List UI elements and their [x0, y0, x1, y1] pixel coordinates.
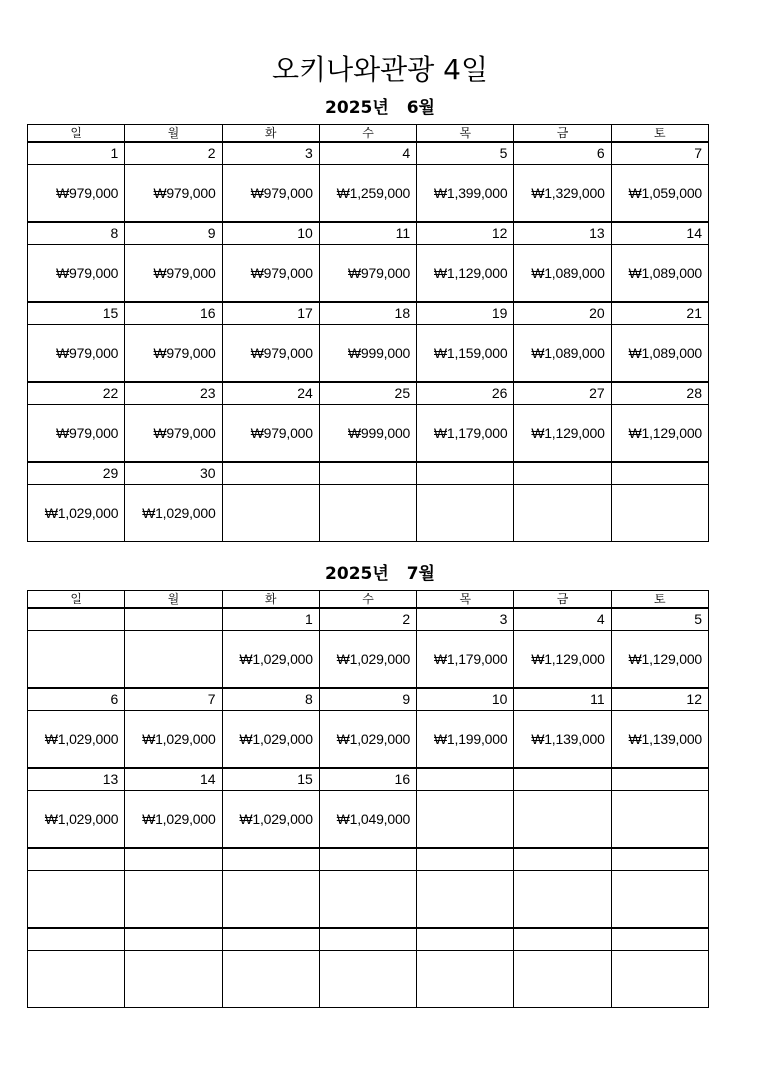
day-number: 6 [514, 142, 611, 165]
day-number: 7 [125, 688, 222, 711]
week-price-row [28, 245, 709, 303]
day-price: ₩1,129,000 [514, 405, 611, 463]
page-title: 오키나와관광 4일 [271, 53, 489, 86]
day-number: 14 [611, 222, 708, 245]
day-price [28, 951, 125, 1008]
week-day-number-row [28, 768, 709, 791]
day-number: 3 [417, 608, 514, 631]
day-price: ₩1,029,000 [125, 485, 222, 542]
day-price: ₩979,000 [28, 165, 125, 223]
day-price [125, 951, 222, 1008]
day-number: 10 [222, 222, 319, 245]
day-number: 16 [125, 302, 222, 325]
weekday-label: 목 [417, 125, 514, 143]
day-number [222, 848, 319, 871]
calendar-july [27, 590, 709, 1008]
day-number [514, 848, 611, 871]
week-price-row [28, 631, 709, 689]
day-number: 2 [319, 608, 416, 631]
day-number: 2 [125, 142, 222, 165]
weekday-label: 금 [514, 125, 611, 143]
day-price: ₩1,089,000 [514, 325, 611, 383]
week-price-row [28, 951, 709, 1008]
day-price: ₩1,199,000 [417, 711, 514, 769]
day-price: ₩1,129,000 [611, 405, 708, 463]
day-number [514, 462, 611, 485]
day-number: 9 [319, 688, 416, 711]
day-price: ₩1,329,000 [514, 165, 611, 223]
weekday-header-row [28, 125, 709, 143]
day-number: 24 [222, 382, 319, 405]
day-price: ₩1,129,000 [611, 631, 708, 689]
day-number: 11 [319, 222, 416, 245]
day-price: ₩979,000 [28, 245, 125, 303]
day-number: 22 [28, 382, 125, 405]
day-number: 26 [417, 382, 514, 405]
day-price [222, 485, 319, 542]
day-price [125, 871, 222, 929]
day-number: 19 [417, 302, 514, 325]
day-price [222, 951, 319, 1008]
weekday-label: 일 [28, 125, 125, 143]
day-number: 9 [125, 222, 222, 245]
day-price: ₩1,179,000 [417, 405, 514, 463]
day-price [417, 791, 514, 849]
day-price: ₩1,029,000 [222, 631, 319, 689]
day-number: 4 [319, 142, 416, 165]
week-price-row [28, 871, 709, 929]
day-price [125, 631, 222, 689]
month-name: 6월 [406, 98, 435, 118]
day-price: ₩979,000 [28, 405, 125, 463]
day-number [28, 928, 125, 951]
day-number [125, 848, 222, 871]
weekday-label: 월 [125, 591, 222, 609]
month-year: 2025년 [325, 564, 389, 584]
day-price [222, 871, 319, 929]
week-day-number-row [28, 608, 709, 631]
day-number: 15 [222, 768, 319, 791]
day-number [611, 848, 708, 871]
month-title-july [0, 562, 760, 586]
day-price: ₩1,029,000 [319, 711, 416, 769]
day-number: 18 [319, 302, 416, 325]
day-price: ₩1,089,000 [611, 325, 708, 383]
weekday-label: 토 [611, 591, 708, 609]
week-day-number-row [28, 928, 709, 951]
day-number [222, 928, 319, 951]
day-price [611, 485, 708, 542]
day-number: 21 [611, 302, 708, 325]
day-number: 8 [222, 688, 319, 711]
week-day-number-row [28, 142, 709, 165]
weekday-label: 화 [222, 125, 319, 143]
day-price: ₩1,029,000 [222, 791, 319, 849]
week-price-row [28, 711, 709, 769]
day-number [514, 928, 611, 951]
day-number [319, 462, 416, 485]
weekday-label: 화 [222, 591, 319, 609]
week-day-number-row [28, 848, 709, 871]
day-price: ₩1,399,000 [417, 165, 514, 223]
weekday-label: 월 [125, 125, 222, 143]
day-number: 30 [125, 462, 222, 485]
week-price-row [28, 165, 709, 223]
week-price-row [28, 405, 709, 463]
weekday-label: 수 [319, 125, 416, 143]
day-price [28, 871, 125, 929]
day-number: 1 [222, 608, 319, 631]
day-price: ₩1,029,000 [28, 791, 125, 849]
day-number: 27 [514, 382, 611, 405]
day-price: ₩979,000 [28, 325, 125, 383]
day-number: 29 [28, 462, 125, 485]
day-number [611, 462, 708, 485]
day-number: 25 [319, 382, 416, 405]
day-number [417, 462, 514, 485]
day-price: ₩1,029,000 [222, 711, 319, 769]
day-price: ₩1,029,000 [319, 631, 416, 689]
day-number: 3 [222, 142, 319, 165]
day-price [611, 791, 708, 849]
day-number [125, 608, 222, 631]
week-day-number-row [28, 222, 709, 245]
day-number: 6 [28, 688, 125, 711]
day-price: ₩1,129,000 [417, 245, 514, 303]
week-price-row [28, 791, 709, 849]
weekday-header-row [28, 591, 709, 609]
day-number: 5 [611, 608, 708, 631]
week-day-number-row [28, 462, 709, 485]
week-price-row [28, 325, 709, 383]
day-price: ₩979,000 [125, 325, 222, 383]
day-price: ₩1,059,000 [611, 165, 708, 223]
day-price: ₩979,000 [222, 245, 319, 303]
day-price: ₩1,029,000 [28, 485, 125, 542]
day-price [514, 791, 611, 849]
day-number: 12 [417, 222, 514, 245]
day-number: 15 [28, 302, 125, 325]
day-number: 13 [28, 768, 125, 791]
month-year: 2025년 [325, 98, 389, 118]
month-name: 7월 [406, 564, 435, 584]
day-number [611, 928, 708, 951]
day-price: ₩979,000 [222, 405, 319, 463]
day-price: ₩979,000 [319, 245, 416, 303]
day-price [611, 951, 708, 1008]
day-price [417, 951, 514, 1008]
day-number: 12 [611, 688, 708, 711]
day-price: ₩999,000 [319, 325, 416, 383]
day-price [417, 485, 514, 542]
day-price: ₩979,000 [125, 405, 222, 463]
day-price [417, 871, 514, 929]
day-number: 8 [28, 222, 125, 245]
day-price: ₩1,129,000 [514, 631, 611, 689]
day-number: 14 [125, 768, 222, 791]
day-price: ₩1,049,000 [319, 791, 416, 849]
day-price [319, 485, 416, 542]
day-price [319, 871, 416, 929]
day-price [611, 871, 708, 929]
weekday-label: 금 [514, 591, 611, 609]
day-price: ₩1,179,000 [417, 631, 514, 689]
weekday-label: 일 [28, 591, 125, 609]
day-number [125, 928, 222, 951]
day-number [28, 608, 125, 631]
day-number: 13 [514, 222, 611, 245]
day-price: ₩1,139,000 [611, 711, 708, 769]
day-price: ₩1,139,000 [514, 711, 611, 769]
day-price: ₩1,259,000 [319, 165, 416, 223]
week-day-number-row [28, 302, 709, 325]
day-price [514, 485, 611, 542]
day-number: 16 [319, 768, 416, 791]
day-number: 4 [514, 608, 611, 631]
weekday-label: 토 [611, 125, 708, 143]
week-day-number-row [28, 688, 709, 711]
week-day-number-row [28, 382, 709, 405]
day-number [28, 848, 125, 871]
day-number [319, 928, 416, 951]
day-number: 5 [417, 142, 514, 165]
day-number [417, 848, 514, 871]
day-number [417, 928, 514, 951]
day-price: ₩1,089,000 [514, 245, 611, 303]
day-price: ₩1,159,000 [417, 325, 514, 383]
day-price: ₩1,089,000 [611, 245, 708, 303]
day-number [417, 768, 514, 791]
day-number: 23 [125, 382, 222, 405]
day-number [611, 768, 708, 791]
day-price: ₩979,000 [125, 245, 222, 303]
day-number: 20 [514, 302, 611, 325]
day-number [222, 462, 319, 485]
day-price [28, 631, 125, 689]
day-price [514, 951, 611, 1008]
day-number [514, 768, 611, 791]
day-number [319, 848, 416, 871]
day-price: ₩979,000 [222, 165, 319, 223]
day-price: ₩979,000 [222, 325, 319, 383]
weekday-label: 목 [417, 591, 514, 609]
day-price: ₩979,000 [125, 165, 222, 223]
day-price: ₩1,029,000 [125, 711, 222, 769]
day-number: 10 [417, 688, 514, 711]
day-price: ₩1,029,000 [28, 711, 125, 769]
day-price: ₩999,000 [319, 405, 416, 463]
day-price [319, 951, 416, 1008]
week-price-row [28, 485, 709, 542]
calendar-june [27, 124, 709, 542]
day-number: 11 [514, 688, 611, 711]
day-price: ₩1,029,000 [125, 791, 222, 849]
day-number: 7 [611, 142, 708, 165]
day-number: 17 [222, 302, 319, 325]
month-title-june [0, 96, 760, 120]
day-price [514, 871, 611, 929]
day-number: 1 [28, 142, 125, 165]
weekday-label: 수 [319, 591, 416, 609]
day-number: 28 [611, 382, 708, 405]
